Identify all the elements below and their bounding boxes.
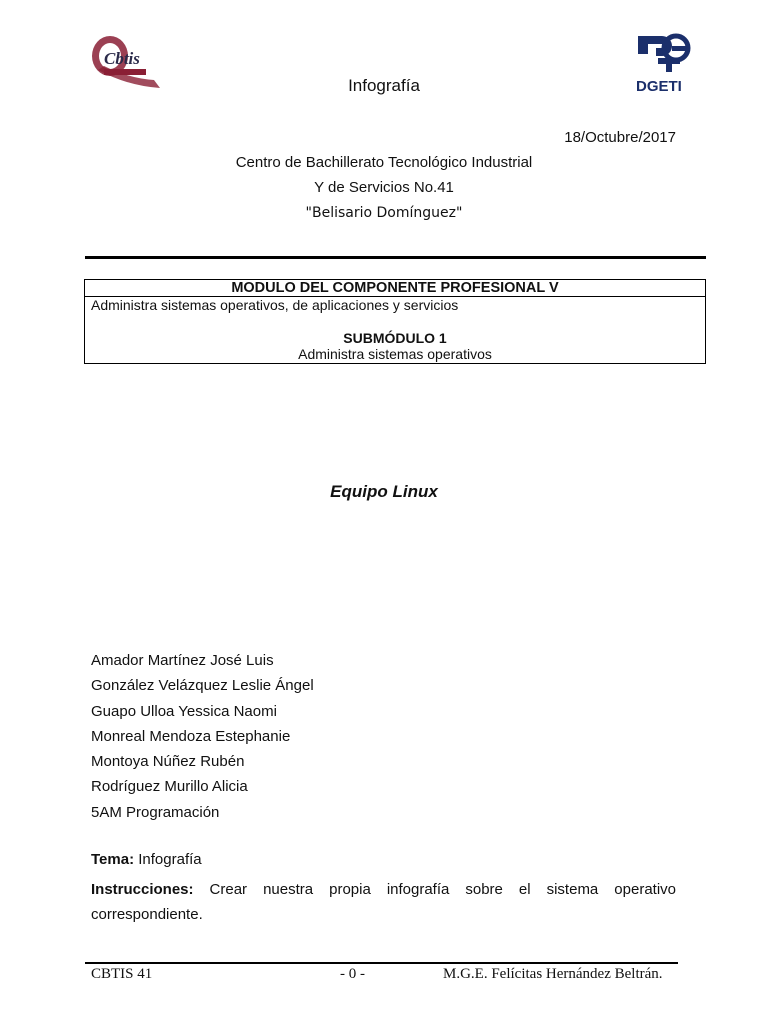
list-item: Guapo Ulloa Yessica Naomi <box>91 702 277 720</box>
list-item: Rodríguez Murillo Alicia <box>91 778 248 796</box>
list-item: Amador Martínez José Luis <box>91 652 274 669</box>
list-item: Monreal Mendoza Estephanie <box>91 727 291 745</box>
footer-divider <box>85 962 678 964</box>
svg-text:DGETI: DGETI <box>636 78 682 95</box>
footer-left: CBTIS 41 <box>91 966 153 982</box>
instructions-text: Crear nuestra propia infografía sobre el sistema operativo correspondiente. <box>91 881 676 923</box>
document-title: Infografía <box>348 76 420 95</box>
list-item: González Velázquez Leslie Ángel <box>91 677 314 695</box>
tema-label: Tema: <box>91 851 135 868</box>
member-list <box>91 650 314 827</box>
svg-text:Cbtis: Cbtis <box>104 49 140 68</box>
instructions-label: Instrucciones: <box>91 881 194 898</box>
document-date: 18/Octubre/2017 <box>564 129 676 146</box>
instructions-paragraph <box>91 877 676 927</box>
list-item: 5AM Programación <box>91 803 220 821</box>
module-title: MODULO DEL COMPONENTE PROFESIONAL V <box>85 280 705 297</box>
page-number: - 0 - <box>340 966 365 982</box>
footer-author: M.G.E. Felícitas Hernández Beltrán. <box>443 966 663 982</box>
tema-value: Infografía <box>134 851 202 868</box>
school-name-line2: Y de Servicios No.41 <box>314 179 454 196</box>
school-name-line3: "Belisario Domínguez" <box>305 205 463 221</box>
header-divider <box>85 256 706 259</box>
submodule-description: Administra sistemas operativos <box>298 346 492 362</box>
school-name-line1: Centro de Bachillerato Tecnológico Industrial <box>235 154 533 171</box>
tema-line <box>91 851 202 868</box>
module-description: Administra sistemas operativos, de aplicaciones y servicios <box>91 297 459 313</box>
list-item: Montoya Núñez Rubén <box>91 753 245 771</box>
team-name: Equipo Linux <box>330 482 438 501</box>
module-box <box>84 279 706 364</box>
submodule-title: SUBMÓDULO 1 <box>343 330 447 346</box>
